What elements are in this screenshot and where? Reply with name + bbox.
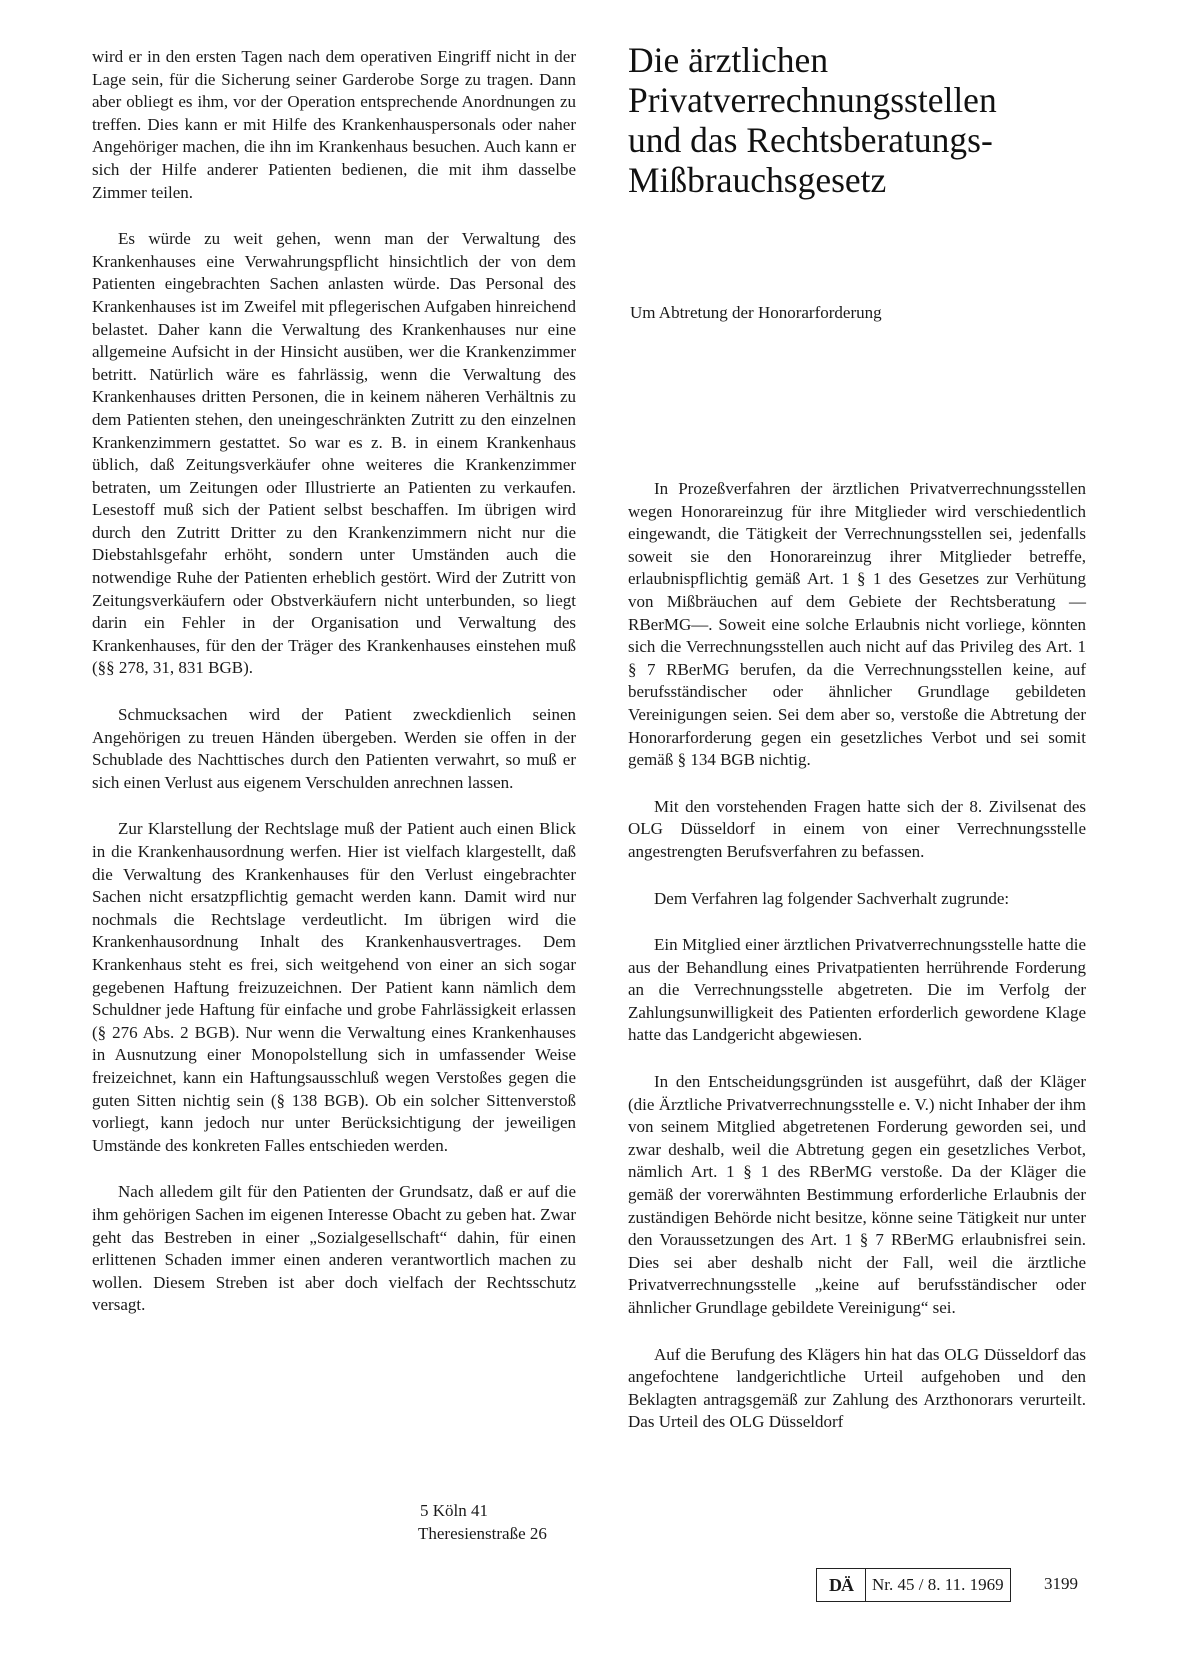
address-street: Theresienstraße 26 bbox=[418, 1523, 547, 1543]
page-number: 3199 bbox=[1044, 1574, 1078, 1593]
paragraph: Auf die Berufung des Klägers hin hat das OLG Düsseldorf das angefochtene landgerichtliche Urteil aufgehoben und den Beklagten antragsgemäß zur Zahlung des Arzthonorars verurteilt. Das Urteil des OLG Düsseldorf bbox=[628, 1344, 1086, 1432]
article-title bbox=[628, 40, 1088, 200]
issue-info: Nr. 45 / 8. 11. 1969 bbox=[872, 1575, 1004, 1594]
journal-logo: DÄ bbox=[817, 1569, 866, 1601]
paragraph: Es würde zu weit gehen, wenn man der Verwaltung des Krankenhauses eine Verwahrungspflicht hinsichtlich der von dem Patienten eingebrachten Sachen anlasten würde. Das Personal des Krankenhauses ist im Zweifel mit pflegerischen Aufgaben hinreichend belastet. Daher kann die Verwaltung des Krankenhauses nur eine allgemeine Aufsicht in der Hinsicht ausüben, wer die Krankenzimmer betritt. Natürlich wäre es fahrlässig, wenn die Verwaltung des Krankenhauses dritten Personen, die in keinem näheren Verhältnis zu dem Patienten stehen, den uneingeschränkten Zutritt zu den einzelnen Krankenzimmern gestattet. So war es z. B. in einem Krankenhaus üblich, daß Zeitungsverkäufer ohne weiteres die Krankenzimmer betraten, um Zeitungen oder Illustrierte an Patienten zu verkaufen. Lesestoff muß sich der Patient selbst beschaffen. Im übrigen wird durch den Zutritt Dritter zu den Krankenzimmern nicht nur die Diebstahlsgefahr erhöht, sondern unter Umständen auch die notwendige Ruhe der Patienten erheblich gestört. Wird der Zutritt von Zeitungsverkäufern oder Obstverkäufern nicht unterbunden, so liegt darin ein Fehler in der Organisation und Verwaltung des Krankenhauses, für den der Träger des Krankenhauses einstehen muß (§§ 278, 31, 831 BGB). bbox=[92, 229, 576, 678]
title-line: Mißbrauchsgesetz bbox=[628, 160, 887, 200]
paragraph: Schmucksachen wird der Patient zweckdienlich seinen Angehörigen zu treuen Händen übergeben. Werden sie offen in der Schublade des Nachttisches durch den Patienten verwahrt, so muß er sich einen Verlust aus eigenem Verschulden anrechnen lassen. bbox=[92, 705, 576, 792]
paragraph: Nach alledem gilt für den Patienten der Grundsatz, daß er auf die ihm gehörigen Sachen im eigenen Interesse Obacht zu geben hat. Zwar geht das Bestreben in einer „Sozialgesellschaft“ dahin, für einen erlittenen Schaden immer einen anderen verantwortlich machen zu wollen. Diesem Streben ist aber doch vielfach der Rechtsschutz versagt. bbox=[92, 1182, 576, 1315]
title-line: Privatverrechnungsstellen bbox=[628, 80, 997, 120]
journal-footer bbox=[816, 1568, 1011, 1602]
paragraph: In den Entscheidungsgründen ist ausgeführt, daß der Kläger (die Ärztliche Privatverrechnungsstelle e. V.) nicht Inhaber der ihm von seinem Mitglied abgetretenen Forderung geworden sei, und zwar deshalb, weil die Abtretung gegen ein gesetzliches Verbot, nämlich Art. 1 § 1 des RBerMG verstoße. Da der Kläger die gemäß der vorerwähnten Bestimmung erforderliche Erlaubnis der zuständigen Behörde nicht besitze, könne seine Tätigkeit nur unter den Voraussetzungen des Art. 1 § 7 RBerMG erlaubnisfrei sein. Dies sei aber deshalb nicht der Fall, weil die ärztliche Privatverrechnungsstelle „keine auf berufsständischer oder ähnlicher Grundlage gebildete Vereinigung“ sei. bbox=[628, 1072, 1086, 1317]
title-line: Die ärztlichen bbox=[628, 40, 829, 80]
right-column bbox=[628, 478, 1086, 1458]
paragraph: Dem Verfahren lag folgender Sachverhalt zugrunde: bbox=[654, 888, 1010, 908]
title-line: und das Rechtsberatungs- bbox=[628, 120, 993, 160]
author-address bbox=[418, 1500, 547, 1545]
paragraph: Ein Mitglied einer ärztlichen Privatverrechnungsstelle hatte die aus der Behandlung eines Privatpatienten herrührende Forderung an die Verrechnungsstelle abgetreten. Die im Verfolg der Zahlungsunwilligkeit des Patienten erforderlich gewordene Klage hatte das Landgericht abgewiesen. bbox=[628, 935, 1086, 1045]
paragraph: In Prozeßverfahren der ärztlichen Privatverrechnungsstellen wegen Honorareinzug für ihre Mitglieder wird verschiedentlich eingewandt, die Tätigkeit der Verrechnungsstellen sei, jedenfalls soweit sie den Honorareinzug ihrer Mitglieder betreffe, erlaubnispflichtig gemäß Art. 1 § 1 des Gesetzes zur Verhütung von Mißbräuchen auf dem Gebiete der Rechtsberatung — RBerMG—. Soweit eine solche Erlaubnis nicht vorliege, könnten sich die Verrechnungsstellen auch nicht auf das Privileg des Art. 1 § 7 RBerMG berufen, da die Verrechnungsstellen keine, auf berufsständischer oder ähnlicher Grundlage gebildeten Vereinigungen seien. Sei dem aber so, verstoße die Abtretung der Honorarforderung gegen ein gesetzliches Verbot und sei somit gemäß § 134 BGB nichtig. bbox=[628, 479, 1086, 770]
paragraph: wird er in den ersten Tagen nach dem operativen Eingriff nicht in der Lage sein, für die Sicherung seiner Garderobe Sorge zu tragen. Dann aber obliegt es ihm, vor der Operation entsprechende Anordnungen zu treffen. Dies kann er mit Hilfe des Krankenhauspersonals oder naher Angehöriger machen, die ihn im Krankenhaus besuchen. Auch kann er sich der Hilfe anderer Patienten bedienen, die mit ihm dasselbe Zimmer teilen. bbox=[92, 47, 576, 202]
article-subtitle: Um Abtretung der Honorarforderung bbox=[630, 303, 882, 322]
left-column bbox=[92, 46, 576, 1341]
paragraph: Mit den vorstehenden Fragen hatte sich der 8. Zivilsenat des OLG Düsseldorf in einem von einer Verrechnungsstelle angestrengten Berufsverfahren zu befassen. bbox=[628, 796, 1086, 861]
address-city: 5 Köln 41 bbox=[420, 1501, 488, 1520]
paragraph: Zur Klarstellung der Rechtslage muß der Patient auch einen Blick in die Krankenhausordnung werfen. Hier ist vielfach klargestellt, daß die Verwaltung des Krankenhauses für den Verlust eingebrachter Sachen nicht ersatzpflichtig gemacht werden kann. Damit wird nur nochmals die Rechtslage verdeutlicht. Im übrigen wird die Krankenhausordnung Inhalt des Krankenhausvertrages. Dem Krankenhaus steht es frei, sich weitgehend von einer an sich sogar gegebenen Haftung freizuzeichnen. Der Patient kann nämlich dem Schuldner jede Haftung für einfache und grobe Fahrlässigkeit erlassen (§ 276 Abs. 2 BGB). Nur wenn die Verwaltung eines Krankenhauses in Ausnutzung einer Monopolstellung sich in umfassender Weise freizeichnet, kann ein Haftungsausschluß wegen Verstoßes gegen die guten Sitten nichtig sein (§ 138 BGB). Ob ein solcher Sittenverstoß vorliegt, kann jedoch nur unter Berücksichtigung der jeweiligen Umstände des konkreten Falles entschieden werden. bbox=[92, 819, 576, 1155]
